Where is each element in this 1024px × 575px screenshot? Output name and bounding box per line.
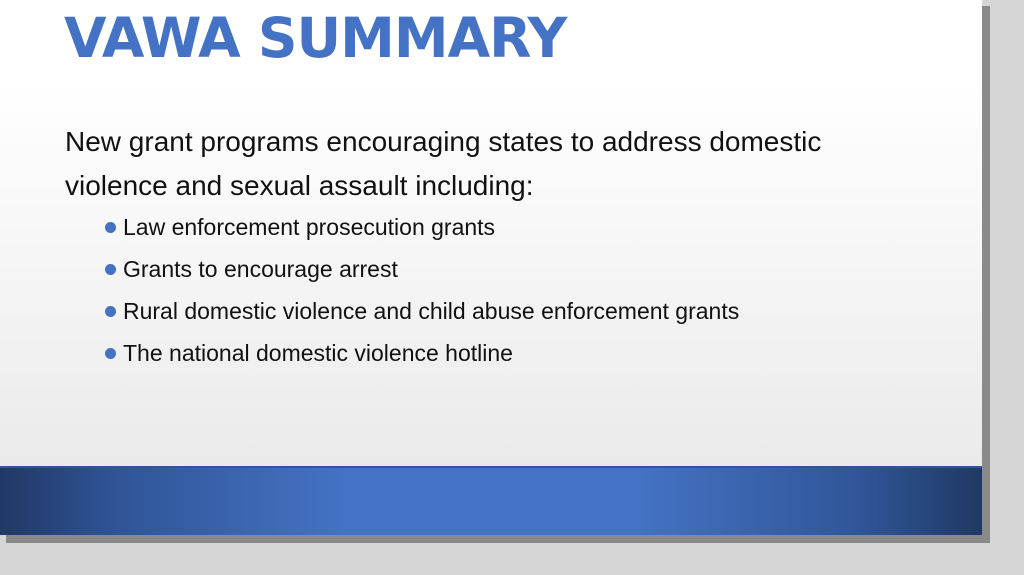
bullet-item <box>100 290 739 332</box>
bullet-dot-icon <box>105 348 116 359</box>
bullet-dot-icon <box>105 264 116 275</box>
bullet-item <box>100 206 739 248</box>
bullet-item <box>100 332 739 374</box>
bullet-item <box>100 248 739 290</box>
bullet-list <box>100 206 739 374</box>
bullet-dot-icon <box>105 306 116 317</box>
bullet-text: Grants to encourage arrest <box>123 255 398 282</box>
slide-intro-text: New grant programs encouraging states to address domestic violence and sexual assault including: <box>65 126 822 201</box>
slide-title: VAWA SUMMARY <box>64 6 567 70</box>
footer-band <box>0 468 982 535</box>
bullet-dot-icon <box>105 222 116 233</box>
bullet-text: The national domestic violence hotline <box>123 339 513 366</box>
bullet-text: Law enforcement prosecution grants <box>123 213 496 240</box>
bullet-text: Rural domestic violence and child abuse enforcement grants <box>123 297 740 324</box>
